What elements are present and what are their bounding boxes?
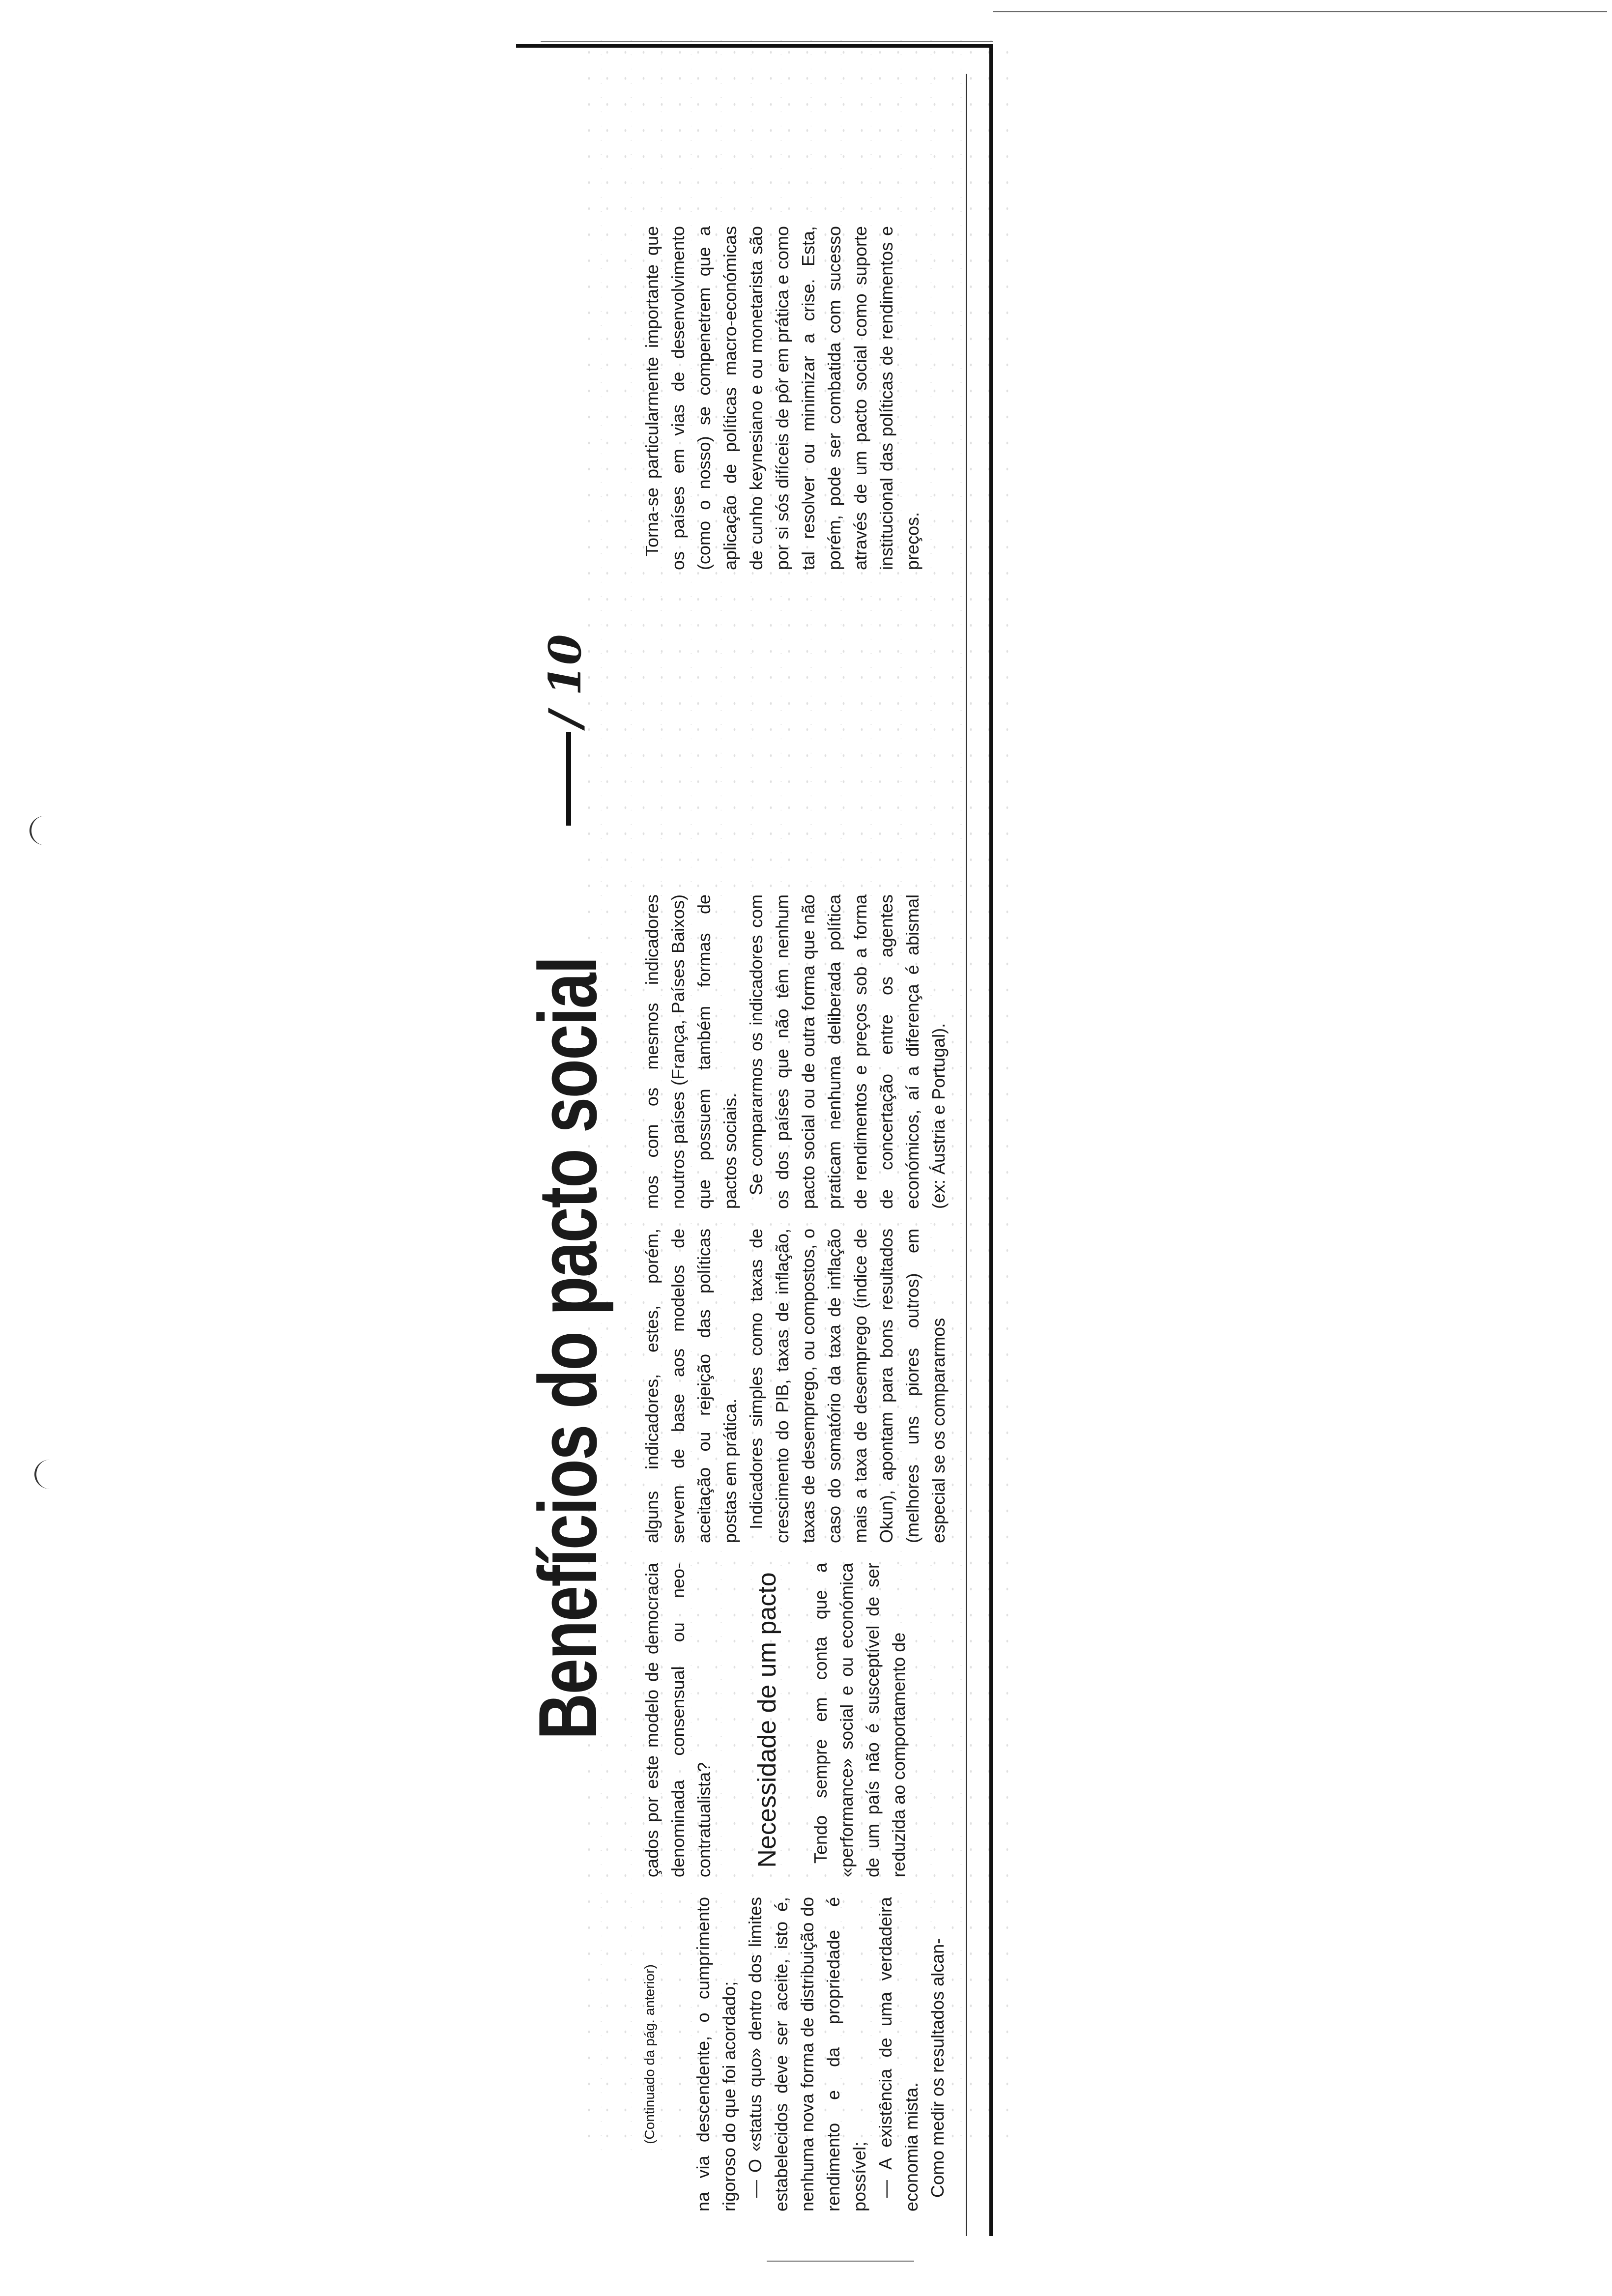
article-column-4 xyxy=(639,894,951,1209)
column-1-paragraph: — O «status quo» dentro dos limites estabelecidos deve ser aceite, isto é, nenhuma nova forma de distribuição do rendimento e da propriedade é possível; xyxy=(745,1897,869,2211)
column-3-paragraph: alguns indicadores, estes, porém, servem de base aos modelos de aceitação ou rejeição das políticas postas em prática. xyxy=(642,1229,740,1543)
continued-note: (Continuado da pág. anterior) xyxy=(642,1964,657,2144)
column-1-paragraph: Como medir os resultados alcan- xyxy=(927,1938,948,2198)
column-3-paragraph: Indicadores simples como taxas de crescimento do PIB, taxas de inflação, taxas de desemprego, ou compostos, o caso do somatório da taxa de inflação mais a taxa de desemprego (índice de Okun), apontam para bons resultados (melhores uns piores outros) em especial se os compararmos xyxy=(746,1229,949,1543)
binding-hole-mark-bottom xyxy=(34,1460,66,1489)
article-column-5 xyxy=(639,226,925,570)
newspaper-article xyxy=(521,59,993,2241)
binding-hole-mark-top xyxy=(29,816,61,845)
column-2-paragraph: çados por este modelo de democracia denominada consensual ou neo-contratualista? xyxy=(642,1563,714,1877)
column-5-paragraph: Torna-se particularmente importante que os países em vias de desenvolvimento (como o nosso) se compenetrem que a aplicação de políticas macro-económicas de cunho keynesiano e ou monetarista são por si sós difíceis de pôr em prática e como tal resolver ou minimizar a crise. Esta, porém, pode ser combatida com sucesso através de um pacto social como suporte institucional das políticas de rendimentos e preços. xyxy=(642,226,922,570)
column-4-paragraph: mos com os mesmos indicadores noutros países (França, Países Baixos) que possuem também formas de pactos sociais. xyxy=(642,894,740,1209)
article-column-1 xyxy=(639,1897,950,2211)
article-column-3 xyxy=(639,1229,951,1543)
article-subheading: Necessidade de um pacto xyxy=(753,1572,781,1868)
column-1-paragraph: — A existência de uma verdadeira economia mista. xyxy=(875,1897,921,2211)
signature-stroke xyxy=(566,732,571,826)
column-4-paragraph: Se compararmos os indicadores com os dos países que não têm nenhum pacto social ou de outra forma que não praticam nenhuma deliberada política de rendimentos e preços sob a forma de concertação entre os agentes económicos, aí a diferença é abismal (ex: Áustria e Portugal). xyxy=(746,894,949,1209)
scan-top-rule-right xyxy=(993,11,1607,12)
column-2-paragraph: Tendo sempre em conta que a «performance» social e ou económica de um país não é susceptível de ser reduzida ao comportamento de xyxy=(810,1563,909,1877)
column-1-paragraph: na via descendente, o cumprimento rigoroso do que foi acordado; xyxy=(693,1897,739,2211)
scan-bottom-rule xyxy=(767,2261,914,2262)
article-headline: Benefícios do pacto social xyxy=(521,957,614,1740)
article-column-2 xyxy=(639,1563,912,1877)
handwritten-page-mark: / 10 xyxy=(539,634,591,727)
